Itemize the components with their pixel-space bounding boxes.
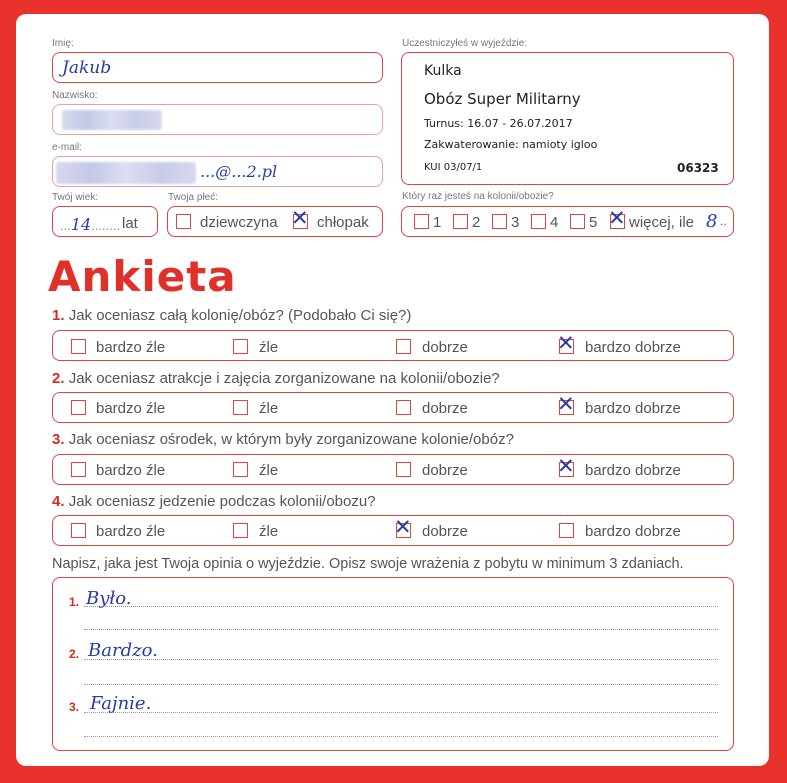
q3-zle-label: źle [259,462,279,479]
opinion-line-2-text: Bardzo. [88,640,158,661]
gender-label: Twoja płeć: [168,192,219,203]
name-value: Jakub [62,58,112,78]
q1-bardzo-zle-label: bardzo źle [96,339,166,356]
age-dots: ...14........ [60,215,121,234]
times-4-label: 4 [550,214,559,231]
age-label: Twój wiek: [52,192,99,203]
times-more-dots: .. [720,214,727,228]
opinion-extra-rule [84,629,718,630]
times-label: Który raz jesteś na kolonii/obozie? [402,191,554,202]
q2-dobrze-label: dobrze [422,400,468,417]
camp-number: 06323 [677,161,719,175]
camp-turnus: Turnus: 16.07 - 26.07.2017 [424,117,573,130]
age-unit: lat [122,215,138,232]
opinion-line-2-number: 2. [69,647,80,661]
q1-bardzo-dobrze-label: bardzo dobrze [585,339,681,356]
q4-bardzo-zle-checkbox[interactable] [71,523,86,538]
q2-bardzo-zle-checkbox[interactable] [71,400,86,415]
camp-title: Obóz Super Militarny [424,90,581,108]
q4-zle-label: źle [259,523,279,540]
q3-bardzo-zle-label: bardzo źle [96,462,166,479]
q2-zle-label: źle [259,400,279,417]
name-label: Imię: [52,38,74,49]
times-2-checkbox[interactable] [453,214,468,229]
gender-female-checkbox[interactable] [176,214,191,229]
q2-bardzo-dobrze-label: bardzo dobrze [585,400,681,417]
q1-dobrze-checkbox[interactable] [396,339,411,354]
q3-dobrze-checkbox[interactable] [396,462,411,477]
q4-dobrze-checkbox[interactable] [394,515,412,539]
age-value: 14 [70,215,92,234]
q2-bardzo-dobrze-checkbox[interactable] [557,392,575,416]
q3-bardzo-dobrze-label: bardzo dobrze [585,462,681,479]
email-redaction [56,162,196,184]
question-4: 4. Jak oceniasz jedzenie podczas kolonii/obozu? [52,493,376,510]
check-mark-icon: ✕ [394,515,412,539]
survey-title: Ankieta [48,252,237,301]
participation-label: Uczestniczyłeś w wyjeździe: [402,38,528,49]
times-2-label: 2 [472,214,481,231]
q4-bardzo-zle-label: bardzo źle [96,523,166,540]
check-mark-icon: ✕ [557,331,575,355]
q3-zle-checkbox[interactable] [233,462,248,477]
q2-bardzo-zle-label: bardzo źle [96,400,166,417]
opinion-box[interactable] [52,577,734,751]
check-mark-icon: ✕ [557,454,575,478]
check-mark-icon: ✕ [291,206,309,230]
camp-code: KUI 03/07/1 [424,162,483,173]
q1-dobrze-label: dobrze [422,339,468,356]
times-more-value: 8 [706,211,718,232]
opinion-extra-rule [84,736,718,737]
q4-bardzo-dobrze-checkbox[interactable] [559,523,574,538]
q1-zle-checkbox[interactable] [233,339,248,354]
opinion-line-1-text: Było. [86,588,132,609]
question-2: 2. Jak oceniasz atrakcje i zajęcia zorganizowane na kolonii/obozie? [52,370,500,387]
surname-label: Nazwisko: [52,90,98,101]
gender-male-checkbox[interactable] [291,206,309,230]
q1-bardzo-dobrze-checkbox[interactable] [557,331,575,355]
q2-zle-checkbox[interactable] [233,400,248,415]
check-mark-icon: ✕ [608,206,626,230]
times-4-checkbox[interactable] [531,214,546,229]
times-3-label: 3 [511,214,520,231]
q4-bardzo-dobrze-label: bardzo dobrze [585,523,681,540]
opinion-extra-rule [84,684,718,685]
q1-zle-label: źle [259,339,279,356]
surname-redaction [62,110,162,130]
q3-bardzo-dobrze-checkbox[interactable] [557,454,575,478]
question-3: 3. Jak oceniasz ośrodek, w którym były zorganizowane kolonie/obóz? [52,431,514,448]
gender-female-label: dziewczyna [200,214,278,231]
times-5-label: 5 [589,214,598,231]
opinion-line-1-rule [84,606,718,607]
times-1-checkbox[interactable] [414,214,429,229]
gender-male-label: chłopak [317,214,369,231]
email-value: ...@...2.pl [200,162,278,181]
q3-dobrze-label: dobrze [422,462,468,479]
opinion-line-2-rule [84,659,718,660]
times-5-checkbox[interactable] [570,214,585,229]
times-3-checkbox[interactable] [492,214,507,229]
times-more-checkbox[interactable] [608,206,626,230]
email-label: e-mail: [52,142,83,153]
times-more-label: więcej, ile [629,214,695,231]
q4-zle-checkbox[interactable] [233,523,248,538]
opinion-line-3-number: 3. [69,700,80,714]
q4-dobrze-label: dobrze [422,523,468,540]
q1-bardzo-zle-checkbox[interactable] [71,339,86,354]
check-mark-icon: ✕ [557,392,575,416]
opinion-line-3-text: Fajnie. [90,693,152,714]
q3-bardzo-zle-checkbox[interactable] [71,462,86,477]
opinion-line-3-rule [84,712,718,713]
camp-name: Kulka [424,63,462,79]
opinion-line-1-number: 1. [69,595,80,609]
survey-sheet [16,14,769,766]
question-1: 1. Jak oceniasz całą kolonię/obóz? (Podobało Ci się?) [52,307,412,324]
camp-accommodation: Zakwaterowanie: namioty igloo [424,138,598,151]
opinion-prompt: Napisz, jaka jest Twoja opinia o wyjeździe. Opisz swoje wrażenia z pobytu w minimum 3 zdaniach. [52,556,684,572]
q2-dobrze-checkbox[interactable] [396,400,411,415]
times-1-label: 1 [433,214,442,231]
